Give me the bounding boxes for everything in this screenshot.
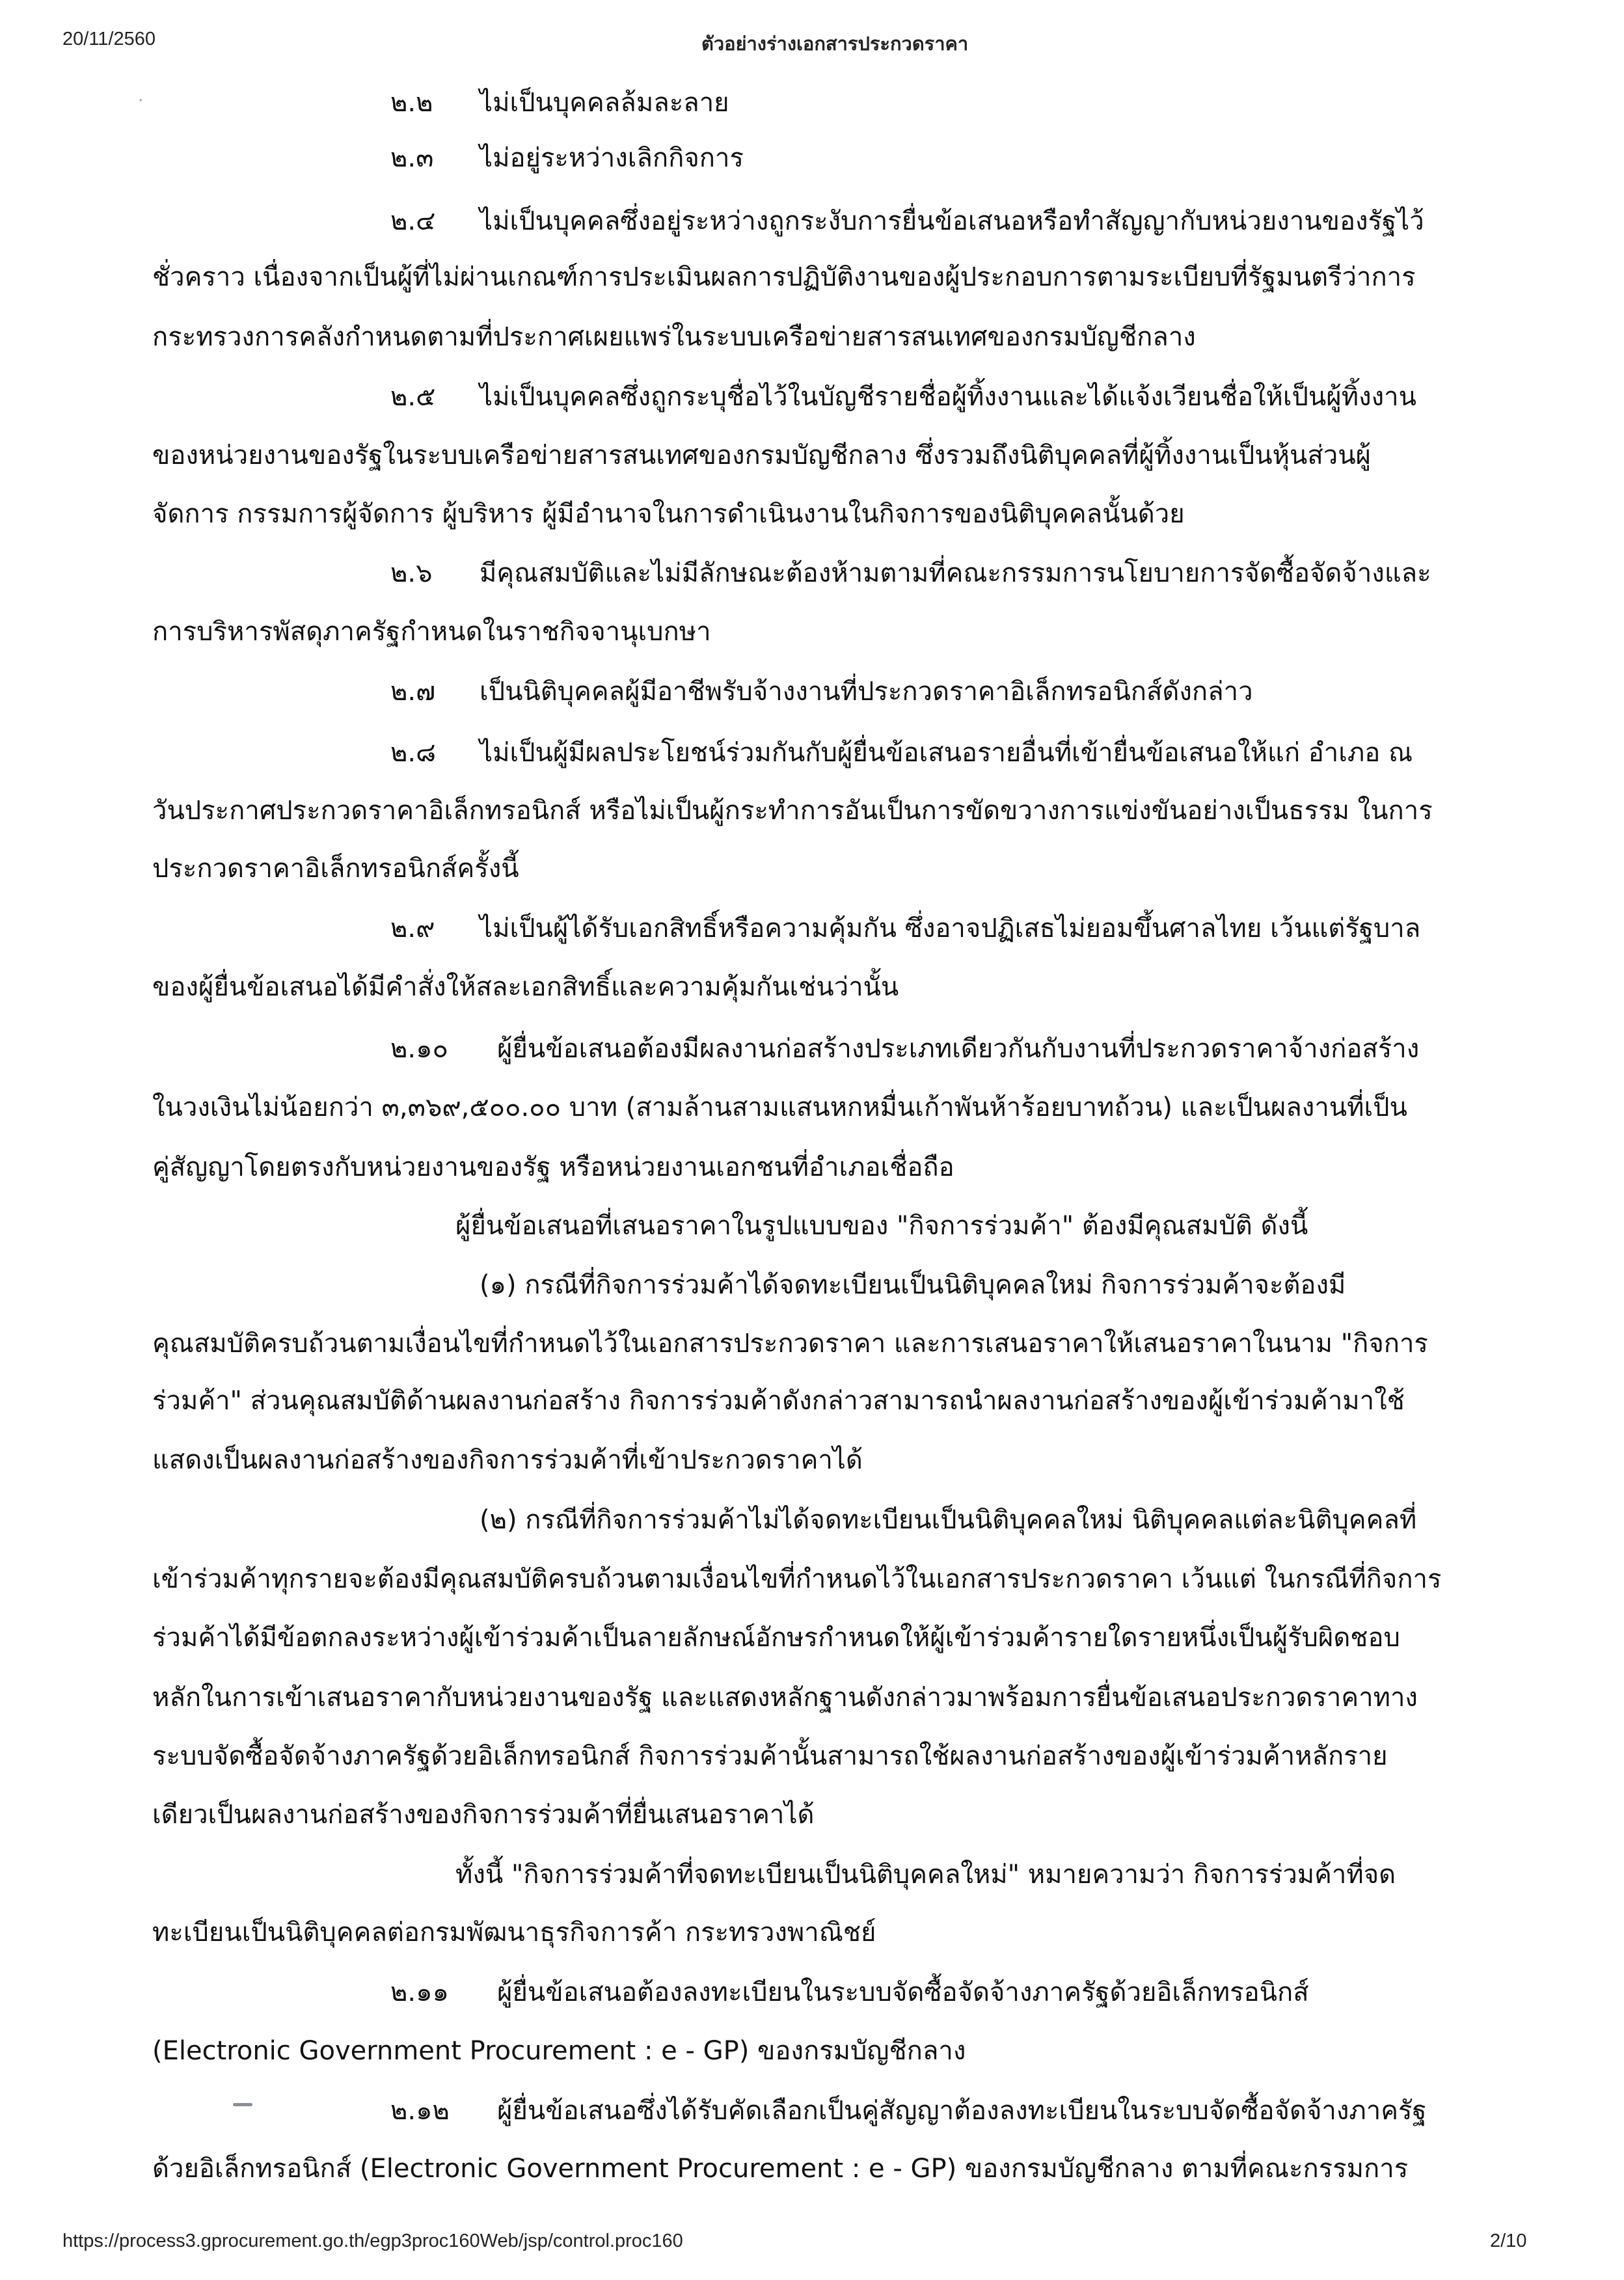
text-line: วันประกาศประกวดราคาอิเล็กทรอนิกส์ หรือไม่เป็นผู้กระทำการอันเป็นการขัดขวางการแข่งขันอย่างเป็นธรรม ในการ	[152, 796, 1433, 826]
text-line: ไม่เป็นผู้ได้รับเอกสิทธิ์หรือความคุ้มกัน ซึ่งอาจปฏิเสธไม่ยอมขึ้นศาลไทย เว้นแต่รัฐบาล	[480, 914, 1421, 943]
text-line: (๒) กรณีที่กิจการร่วมค้าไม่ได้จดทะเบียนเป็นนิติบุคคลใหม่ นิติบุคคลแต่ละนิติบุคคลที่	[480, 1505, 1417, 1535]
clause-number: ๒.๕	[390, 382, 436, 412]
text-line: (๑) กรณีที่กิจการร่วมค้าได้จดทะเบียนเป็นนิติบุคคลใหม่ กิจการร่วมค้าจะต้องมี	[480, 1270, 1346, 1300]
clause-number: ๒.๒	[390, 88, 433, 118]
text-line: หลักในการเข้าเสนอราคากับหน่วยงานของรัฐ และแสดงหลักฐานดังกล่าวมาพร้อมการยื่นข้อเสนอประกวดราคาทาง	[152, 1683, 1418, 1713]
scan-speck: ·	[138, 91, 144, 111]
text-line: คุณสมบัติครบถ้วนตามเงื่อนไขที่กำหนดไว้ในเอกสารประกวดราคา และการเสนอราคาให้เสนอราคาในนาม "กิจการ	[152, 1329, 1428, 1359]
text-line: ร่วมค้า" ส่วนคุณสมบัติด้านผลงานก่อสร้าง กิจการร่วมค้าดังกล่าวสามารถนำผลงานก่อสร้างของผู้เข้าร่วมค้ามาใช้	[152, 1386, 1405, 1416]
text-line: ด้วยอิเล็กทรอนิกส์ (Electronic Government Procurement : e - GP) ของกรมบัญชีกลาง ตามที่คณะกรรมการ	[152, 2154, 1409, 2184]
text-line: เดียวเป็นผลงานก่อสร้างของกิจการร่วมค้าที่ยื่นเสนอราคาได้	[152, 1800, 815, 1830]
text-line: ทะเบียนเป็นนิติบุคคลต่อกรมพัฒนาธุรกิจการค้า กระทรวงพาณิชย์	[152, 1918, 876, 1948]
text-line: ไม่เป็นบุคคลซึ่งถูกระบุชื่อไว้ในบัญชีรายชื่อผู้ทิ้งงานและได้แจ้งเวียนชื่อให้เป็นผู้ทิ้งงาน	[480, 382, 1416, 412]
clause-number: ๒.๓	[390, 143, 434, 173]
footer-page-number: 2/10	[1490, 2231, 1527, 2251]
text-line: กระทรวงการคลังกำหนดตามที่ประกาศเผยแพร่ในระบบเครือข่ายสารสนเทศของกรมบัญชีกลาง	[152, 322, 1196, 352]
clause-number: ๒.๘	[390, 738, 436, 768]
text-line: เป็นนิติบุคคลผู้มีอาชีพรับจ้างงานที่ประกวดราคาอิเล็กทรอนิกส์ดังกล่าว	[480, 677, 1253, 707]
text-line: ในวงเงินไม่น้อยกว่า ๓,๓๖๙,๕๐๐.๐๐ บาท (สามล้านสามแสนหกหมื่นเก้าพันห้าร้อยบาทถ้วน) และเป็นผลงานที่เป็น	[152, 1092, 1407, 1122]
text-line: จัดการ กรรมการผู้จัดการ ผู้บริหาร ผู้มีอำนาจในการดำเนินงานในกิจการของนิติบุคคลนั้นด้วย	[152, 499, 1185, 529]
text-line: ผู้ยื่นข้อเสนอที่เสนอราคาในรูปแบบของ "กิจการร่วมค้า" ต้องมีคุณสมบัติ ดังนี้	[455, 1211, 1308, 1241]
clause-number: ๒.๗	[390, 677, 436, 707]
text-line: แสดงเป็นผลงานก่อสร้างของกิจการร่วมค้าที่เข้าประกวดราคาได้	[152, 1445, 863, 1475]
text-line: ไม่เป็นบุคคลล้มละลาย	[480, 88, 729, 118]
footer-url: https://process3.gprocurement.go.th/egp3proc160Web/jsp/control.proc160	[62, 2231, 683, 2251]
text-line: ของผู้ยื่นข้อเสนอได้มีคำสั่งให้สละเอกสิทธิ์และความคุ้มกันเช่นว่านั้น	[152, 972, 899, 1002]
text-line: ระบบจัดซื้อจัดจ้างภาครัฐด้วยอิเล็กทรอนิกส์ กิจการร่วมค้านั้นสามารถใช้ผลงานก่อสร้างของผู้เข้าร่วมค้าหลักราย	[152, 1741, 1388, 1771]
text-line: คู่สัญญาโดยตรงกับหน่วยงานของรัฐ หรือหน่วยงานเอกชนที่อำเภอเชื่อถือ	[152, 1152, 954, 1182]
text-line: ผู้ยื่นข้อเสนอซึ่งได้รับคัดเลือกเป็นคู่สัญญาต้องลงทะเบียนในระบบจัดซื้อจัดจ้างภาครัฐ	[497, 2096, 1427, 2126]
clause-number: ๒.๑๒	[390, 2096, 450, 2126]
header-date: 20/11/2560	[62, 29, 156, 49]
text-line: ประกวดราคาอิเล็กทรอนิกส์ครั้งนี้	[152, 854, 519, 884]
text-line: ชั่วคราว เนื่องจากเป็นผู้ที่ไม่ผ่านเกณฑ์การประเมินผลการปฏิบัติงานของผู้ประกอบการตามระเบียบที่รัฐมนตรีว่าการ	[152, 262, 1416, 292]
text-line: เข้าร่วมค้าทุกรายจะต้องมีคุณสมบัติครบถ้วนตามเงื่อนไขที่กำหนดไว้ในเอกสารประกวดราคา เว้นแต่ ในกรณีที่กิจการ	[152, 1564, 1442, 1594]
text-line: ร่วมค้าได้มีข้อตกลงระหว่างผู้เข้าร่วมค้าเป็นลายลักษณ์อักษรกำหนดให้ผู้เข้าร่วมค้ารายใดรายหนึ่งเป็นผู้รับผิดชอบ	[152, 1623, 1400, 1653]
clause-number: ๒.๙	[390, 914, 435, 943]
text-line: (Electronic Government Procurement : e - GP) ของกรมบัญชีกลาง	[152, 2036, 966, 2066]
clause-number: ๒.๑๐	[390, 1034, 448, 1064]
text-line: มีคุณสมบัติและไม่มีลักษณะต้องห้ามตามที่คณะกรรมการนโยบายการจัดซื้อจัดจ้างและ	[480, 558, 1431, 588]
clause-number: ๒.๖	[390, 558, 433, 588]
text-line: ไม่เป็นผู้มีผลประโยชน์ร่วมกันกับผู้ยื่นข้อเสนอรายอื่นที่เข้ายื่นข้อเสนอให้แก่ อำเภอ ณ	[480, 738, 1413, 768]
text-line: การบริหารพัสดุภาครัฐกำหนดในราชกิจจานุเบกษา	[152, 617, 711, 647]
scan-mark	[233, 2103, 252, 2106]
header-title: ตัวอย่างร่างเอกสารประกวดราคา	[701, 34, 969, 55]
clause-number: ๒.๔	[390, 206, 436, 236]
text-line: ไม่อยู่ระหว่างเลิกกิจการ	[480, 143, 744, 173]
text-line: ของหน่วยงานของรัฐในระบบเครือข่ายสารสนเทศของกรมบัญชีกลาง ซึ่งรวมถึงนิติบุคคลที่ผู้ทิ้งงานเป็นหุ้นส่วนผู้	[152, 441, 1371, 470]
clause-number: ๒.๑๑	[390, 1977, 449, 2007]
text-line: ไม่เป็นบุคคลซึ่งอยู่ระหว่างถูกระงับการยื่นข้อเสนอหรือทำสัญญากับหน่วยงานของรัฐไว้	[480, 206, 1424, 236]
text-line: ทั้งนี้ "กิจการร่วมค้าที่จดทะเบียนเป็นนิติบุคคลใหม่" หมายความว่า กิจการร่วมค้าที่จด	[455, 1860, 1396, 1890]
text-line: ผู้ยื่นข้อเสนอต้องมีผลงานก่อสร้างประเภทเดียวกันกับงานที่ประกวดราคาจ้างก่อสร้าง	[497, 1034, 1420, 1064]
text-line: ผู้ยื่นข้อเสนอต้องลงทะเบียนในระบบจัดซื้อจัดจ้างภาครัฐด้วยอิเล็กทรอนิกส์	[497, 1977, 1309, 2007]
